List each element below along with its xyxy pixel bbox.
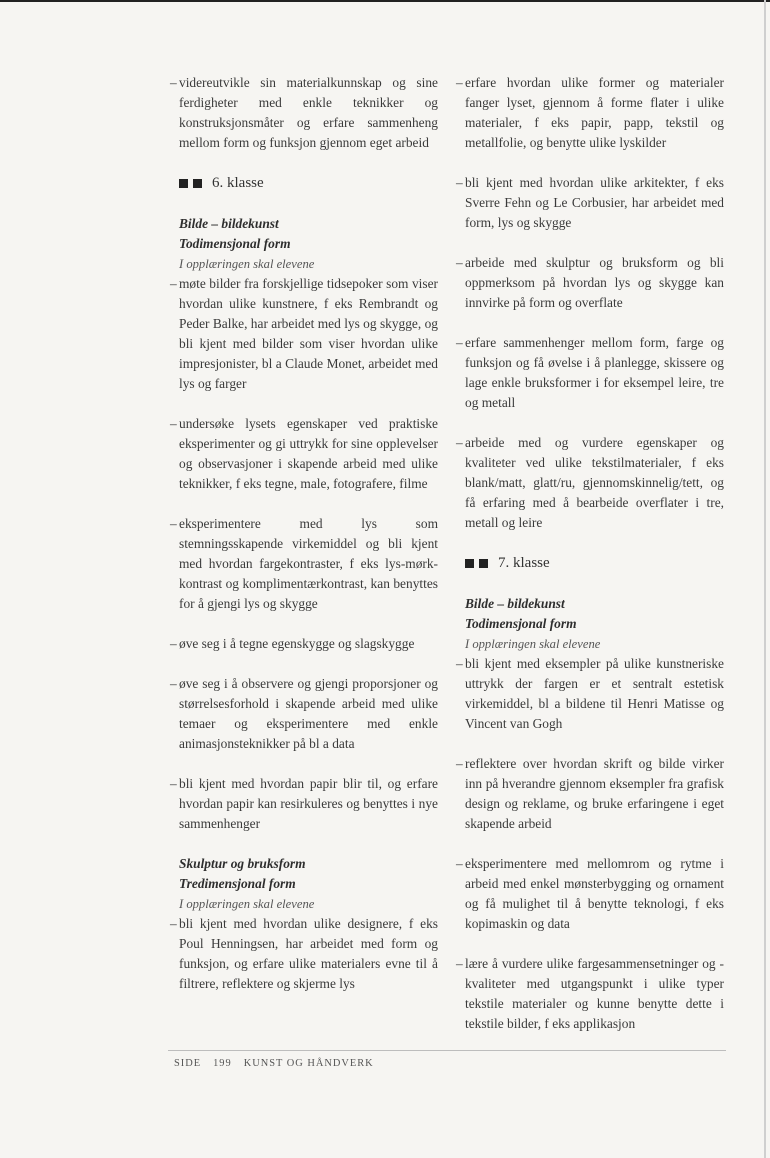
list-item: – undersøke lysets egenskaper ved praktiske eksperimenter og gi uttrykk for sine opplevelser og observasjoner i skapende arbeid med ulike teknikker, f eks tegne, male, fotografere, filme [170, 416, 438, 491]
list-item-text: arbeide med og vurdere egenskaper og kvaliteter ved ulike tekstilmaterialer, f eks blank/matt, glatt/ru, gjennomskinnelig/tett, og få erfaring med å bearbeide overflater i tre, metall og leire [465, 435, 724, 530]
list-item: – erfare hvordan ulike former og materialer fanger lyset, gjennom å forme flater i ulike materialer, f eks papir, papp, tekstil og metallfolie, og benytte ulike lyskilder [456, 75, 724, 150]
section-subtitle: Todimensjonal form [179, 236, 291, 251]
list-item-text: bli kjent med hvordan ulike arkitekter, f eks Sverre Fehn og Le Corbusier, har arbeidet med form, lys og skygge [465, 175, 724, 230]
section-title: Bilde – bildekunst [179, 216, 279, 231]
list-item-text: undersøke lysets egenskaper ved praktiske eksperimenter og gi uttrykk for sine opplevelser og observasjoner i skapende arbeid med ulike teknikker, f eks tegne, male, fotografere, filme [179, 416, 438, 491]
list-item-text: bli kjent med hvordan papir blir til, og erfare hvordan papir kan resirkuleres og benyttes i nye sammenhenger [179, 776, 438, 831]
left-column [170, 73, 438, 994]
list-item-text: øve seg i å tegne egenskygge og slagskygge [179, 636, 415, 651]
list-item-text: arbeide med skulptur og bruksform og bli oppmerksom på hvordan lys og skygge kan innvirke på form og overflate [465, 255, 724, 310]
list-item-text: eksperimentere med mellomrom og rytme i arbeid med enkel mønsterbygging og ornament og få mulighet til å benytte teknologi, f eks kopimaskin og data [465, 856, 724, 931]
list-item: – øve seg i å observere og gjengi proporsjoner og størrelsesforhold i skapende arbeid med ulike temaer og eksperimentere med enkle animasjonsteknikker på bl a data [170, 676, 438, 751]
list-item-text: erfare sammenhenger mellom form, farge og funksjon og få øvelse i å planlegge, skissere og lage enkle bruksformer i for eksempel leire, tre og metall [465, 335, 724, 410]
list-item: – arbeide med og vurdere egenskaper og kvaliteter ved ulike tekstilmaterialer, f eks blank/matt, glatt/ru, gjennomskinnelig/tett, og få erfaring med å bearbeide overflater i tre, metall og leire [456, 435, 724, 530]
grade-heading-text: 6. klasse [212, 175, 264, 191]
section-subtitle: Tredimensjonal form [179, 876, 296, 891]
list-item: – eksperimentere med mellomrom og rytme i arbeid med enkel mønsterbygging og ornament og få mulighet til å benytte teknologi, f eks kopimaskin og data [456, 856, 724, 931]
list-item-text: bli kjent med hvordan ulike designere, f eks Poul Henningsen, har arbeidet med form og funksjon, og erfare ulike materialers evne til å filtrere, reflektere og skjerme lys [179, 916, 438, 991]
square-bullet-icon [465, 559, 474, 568]
list-item: – bli kjent med hvordan papir blir til, og erfare hvordan papir kan resirkuleres og benyttes i nye sammenhenger [170, 776, 438, 831]
list-item: – reflektere over hvordan skrift og bilde virker inn på hverandre gjennom eksempler fra grafisk design og reklame, og bruke erfaringene i eget skapende arbeid [456, 756, 724, 831]
list-item: – erfare sammenhenger mellom form, farge og funksjon og få øvelse i å planlegge, skissere og lage enkle bruksformer i for eksempel leire, tre og metall [456, 335, 724, 410]
list-item-text: øve seg i å observere og gjengi proporsjoner og størrelsesforhold i skapende arbeid med ulike temaer og eksperimentere med enkle animasjonsteknikker på bl a data [179, 676, 438, 751]
right-border [764, 0, 766, 1158]
list-item: – øve seg i å tegne egenskygge og slagskygge [170, 636, 415, 651]
list-item-text: møte bilder fra forskjellige tidsepoker som viser hvordan ulike kunstnere, f eks Rembrandt og Peder Balke, har arbeidet med lys og skygge, og bli kjent med bilder som viser hvordan ulike impresjonister, bl a Claude Monet, arbeidet med lys og farger [179, 276, 438, 391]
list-item-text: reflektere over hvordan skrift og bilde virker inn på hverandre gjennom eksempler fra grafisk design og reklame, og bruke erfaringene i eget skapende arbeid [465, 756, 724, 831]
grade-heading-7 [465, 553, 724, 573]
section-title: Bilde – bildekunst [465, 596, 565, 611]
page-number: 199 [213, 1058, 232, 1069]
page-footer [174, 1058, 386, 1069]
list-item-text: erfare hvordan ulike former og materialer fanger lyset, gjennom å forme flater i ulike materialer, f eks papir, papp, tekstil og metallfolie, og benytte ulike lyskilder [465, 75, 724, 150]
section-subtitle: Todimensjonal form [465, 616, 577, 631]
footer-side-label: SIDE [174, 1058, 202, 1069]
section-intro: I opplæringen skal elevene [465, 637, 601, 651]
top-border [0, 0, 770, 2]
list-item: – møte bilder fra forskjellige tidsepoker som viser hvordan ulike kunstnere, f eks Rembrandt og Peder Balke, har arbeidet med lys og skygge, og bli kjent med bilder som viser hvordan ulike impresjonister, bl a Claude Monet, arbeidet med lys og farger [170, 276, 438, 391]
footer-rule [168, 1050, 726, 1051]
list-item-text: videreutvikle sin materialkunnskap og sine ferdigheter med enkle teknikker og konstruksjonsmåter og erfare sammenheng mellom form og funksjon gjennom eget arbeid [179, 75, 438, 150]
section-title: Skulptur og bruksform [179, 856, 306, 871]
right-column [456, 73, 724, 1034]
footer-subject: KUNST OG HÅNDVERK [243, 1058, 374, 1069]
list-item-text: bli kjent med eksempler på ulike kunstneriske uttrykk der fargen er et sentralt estetisk virkemiddel, bl a bildene til Henri Matisse og Vincent van Gogh [465, 656, 724, 731]
section-intro: I opplæringen skal elevene [179, 897, 315, 911]
list-item-text: eksperimentere med lys som stemningsskapende virkemiddel og bli kjent med hvordan fargekontraster, f eks lys-mørk-kontrast og komplimentærkontrast, kan benyttes for å gjengi lys og skygge [179, 516, 438, 611]
grade-heading-6 [179, 173, 438, 193]
list-item: – bli kjent med eksempler på ulike kunstneriske uttrykk der fargen er et sentralt estetisk virkemiddel, bl a bildene til Henri Matisse og Vincent van Gogh [456, 656, 724, 731]
square-bullet-icon [479, 559, 488, 568]
list-item: – lære å vurdere ulike fargesammensetninger og -kvaliteter med utgangspunkt i ulike typer tekstile materialer og kunne benytte dette i tekstile bilder, f eks applikasjon [456, 956, 724, 1031]
square-bullet-icon [193, 179, 202, 188]
section-intro: I opplæringen skal elevene [179, 257, 315, 271]
list-item: – arbeide med skulptur og bruksform og bli oppmerksom på hvordan lys og skygge kan innvirke på form og overflate [456, 255, 724, 310]
list-item: – bli kjent med hvordan ulike designere, f eks Poul Henningsen, har arbeidet med form og funksjon, og erfare ulike materialers evne til å filtrere, reflektere og skjerme lys [170, 916, 438, 991]
grade-heading-text: 7. klasse [498, 555, 550, 571]
list-item: – eksperimentere med lys som stemningsskapende virkemiddel og bli kjent med hvordan fargekontraster, f eks lys-mørk-kontrast og komplimentærkontrast, kan benyttes for å gjengi lys og skygge [170, 516, 438, 611]
list-item-text: lære å vurdere ulike fargesammensetninger og -kvaliteter med utgangspunkt i ulike typer tekstile materialer og kunne benytte dette i tekstile bilder, f eks applikasjon [465, 956, 724, 1031]
list-item: – videreutvikle sin materialkunnskap og sine ferdigheter med enkle teknikker og konstruksjonsmåter og erfare sammenheng mellom form og funksjon gjennom eget arbeid [170, 75, 438, 150]
square-bullet-icon [179, 179, 188, 188]
list-item: – bli kjent med hvordan ulike arkitekter, f eks Sverre Fehn og Le Corbusier, har arbeidet med form, lys og skygge [456, 175, 724, 230]
